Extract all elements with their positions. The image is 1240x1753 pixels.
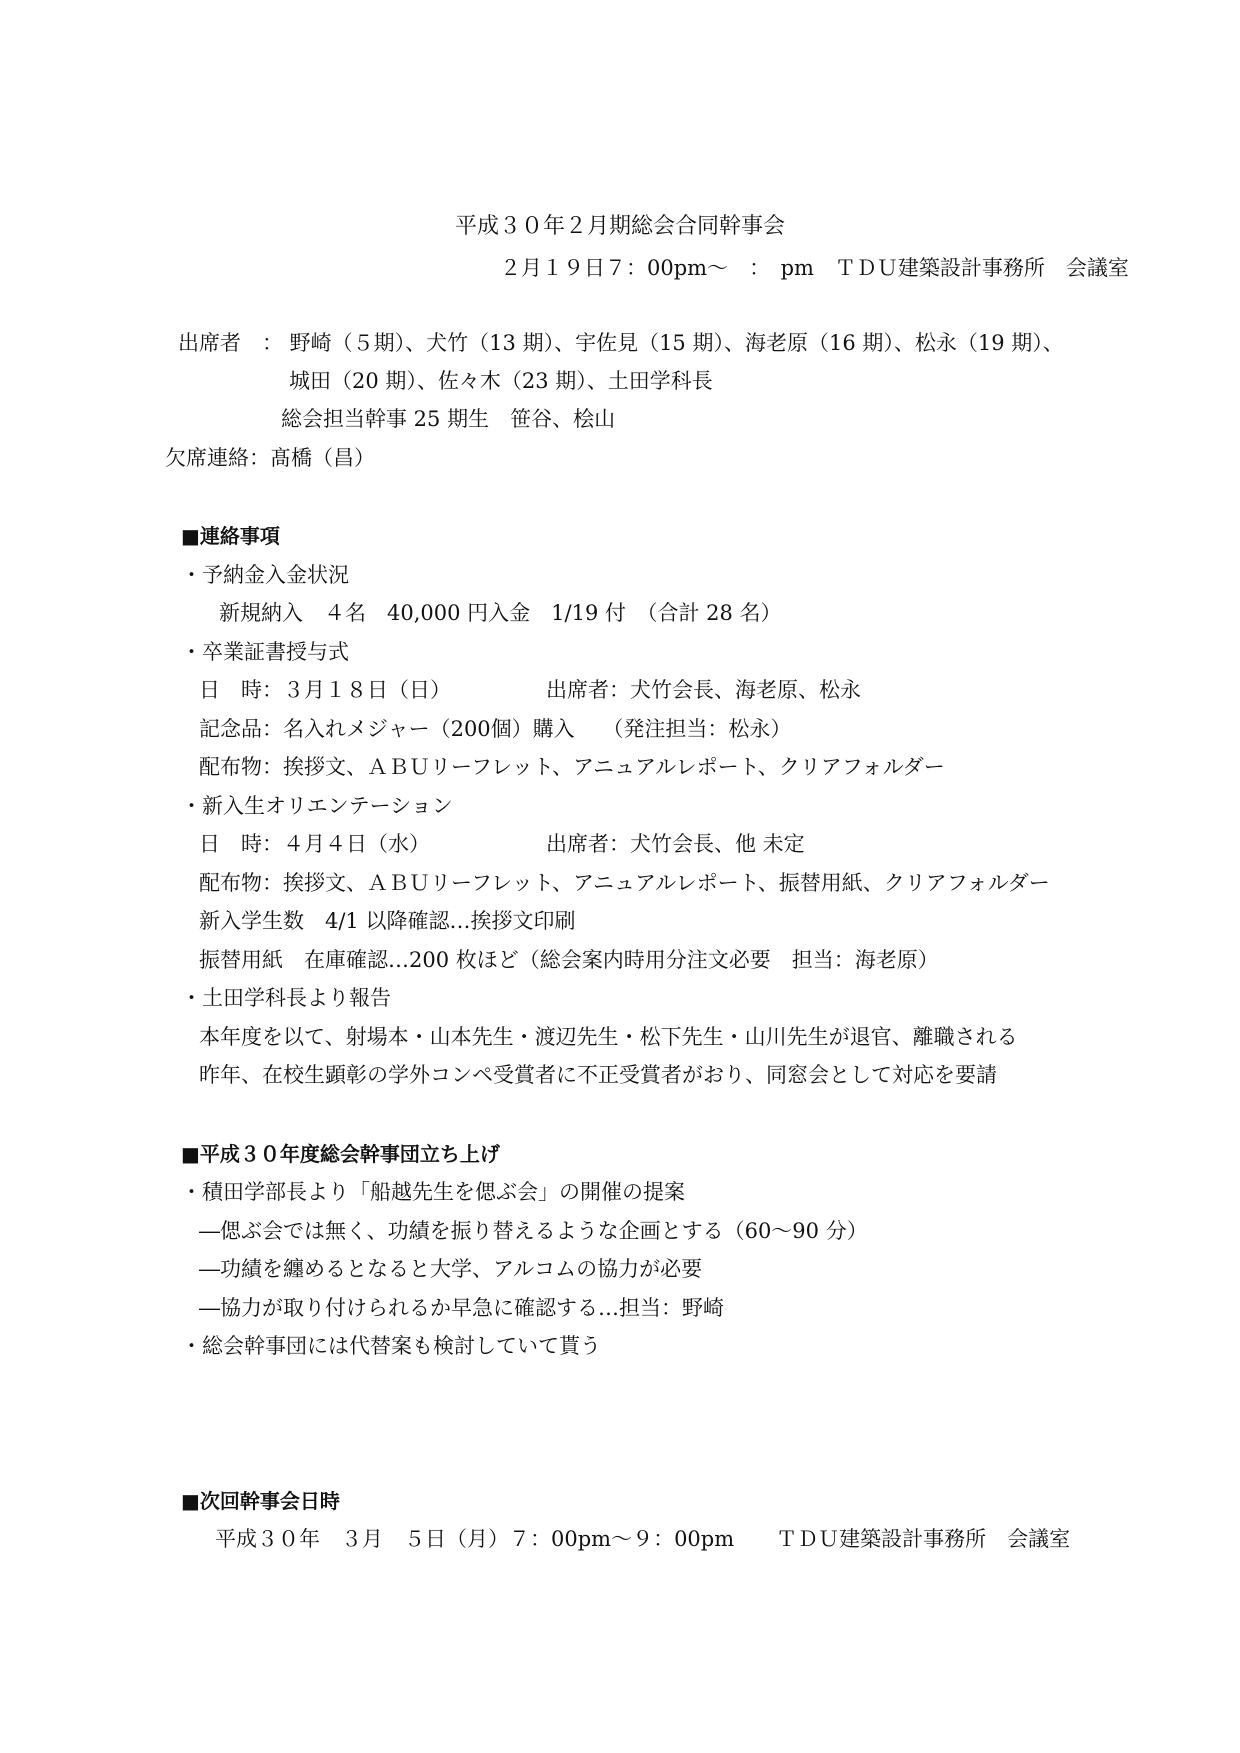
list-item: 日 時：３月１８日（日） xyxy=(199,678,451,702)
list-item: 振替用紙 在庫確認…200 枚ほど（総会案内時用分注文必要 担当：海老原） xyxy=(199,948,939,972)
list-item: ・卒業証書授与式 xyxy=(181,640,349,664)
list-item: ―功績を纏めるとなると大学、アルコムの協力が必要 xyxy=(199,1257,703,1281)
list-item: 新規納入 ４名 40,000 円入金 1/19 付 （合計 28 名） xyxy=(219,601,782,625)
list-item: 昨年、在校生顕彰の学外コンペ受賞者に不正受賞者がおり、同窓会として対応を要請 xyxy=(199,1063,997,1087)
list-item: ・総会幹事団には代替案も検討していて貰う xyxy=(181,1334,601,1358)
next-meeting-datetime: 平成３０年 ３月 ５日（月）７：00pm～９：00pm ＴＤＵ建築設計事務所 会議室 xyxy=(215,1527,1071,1551)
section-heading-committee: ■平成３０年度総会幹事団立ち上げ xyxy=(181,1142,500,1166)
list-item: 出席者：犬竹会長、他 未定 xyxy=(546,832,805,856)
list-item: 日 時：４月４日（水） xyxy=(199,832,430,856)
list-item: 記念品：名入れメジャー（200個）購入 （発注担当：松永） xyxy=(199,717,792,741)
list-item: 配布物：挨拶文、ＡＢＵリーフレット、アニュアルレポート、クリアフォルダー xyxy=(199,755,945,779)
section-heading-notices: ■連絡事項 xyxy=(181,524,280,548)
list-item: 出席者：犬竹会長、海老原、松永 xyxy=(546,678,861,702)
section-heading-next-meeting: ■次回幹事会日時 xyxy=(181,1489,340,1513)
list-item: 本年度を以て、射場本・山本先生・渡辺先生・松下先生・山川先生が退官、離職される xyxy=(199,1025,1018,1049)
meeting-date-place: ２月１９日７：00pm～ ： pm ＴＤＵ建築設計事務所 会議室 xyxy=(500,256,1129,280)
list-item: ・積田学部長より「船越先生を偲ぶ会」の開催の提案 xyxy=(181,1180,685,1204)
list-item: 配布物：挨拶文、ＡＢＵリーフレット、アニュアルレポート、振替用紙、クリアフォルダー xyxy=(199,871,1050,895)
list-item: ・新入生オリエンテーション xyxy=(181,794,453,818)
list-item: 新入学生数 4/1 以降確認…挨拶文印刷 xyxy=(199,909,576,933)
list-item: ―協力が取り付けられるか早急に確認する…担当：野崎 xyxy=(199,1296,724,1320)
list-item: ―偲ぶ会では無く、功績を振り替えるような企画とする（60～90 分） xyxy=(199,1219,868,1243)
attendees-line-3: 総会担当幹事 25 期生 笹谷、桧山 xyxy=(281,407,616,431)
attendees-line-1: 出席者 ： 野崎（５期）、犬竹（13 期）、宇佐見（15 期）、海老原（16 期）、松永（19 期）、 xyxy=(178,331,1064,355)
absent-contact: 欠席連絡：髙橋（昌） xyxy=(165,446,375,470)
list-item: ・土田学科長より報告 xyxy=(181,986,391,1010)
attendees-line-2: 城田（20 期）、佐々木（23 期）、土田学科長 xyxy=(289,369,713,393)
list-item: ・予納金入金状況 xyxy=(181,563,349,587)
document-title: 平成３０年２月期総会合同幹事会 xyxy=(454,214,785,239)
